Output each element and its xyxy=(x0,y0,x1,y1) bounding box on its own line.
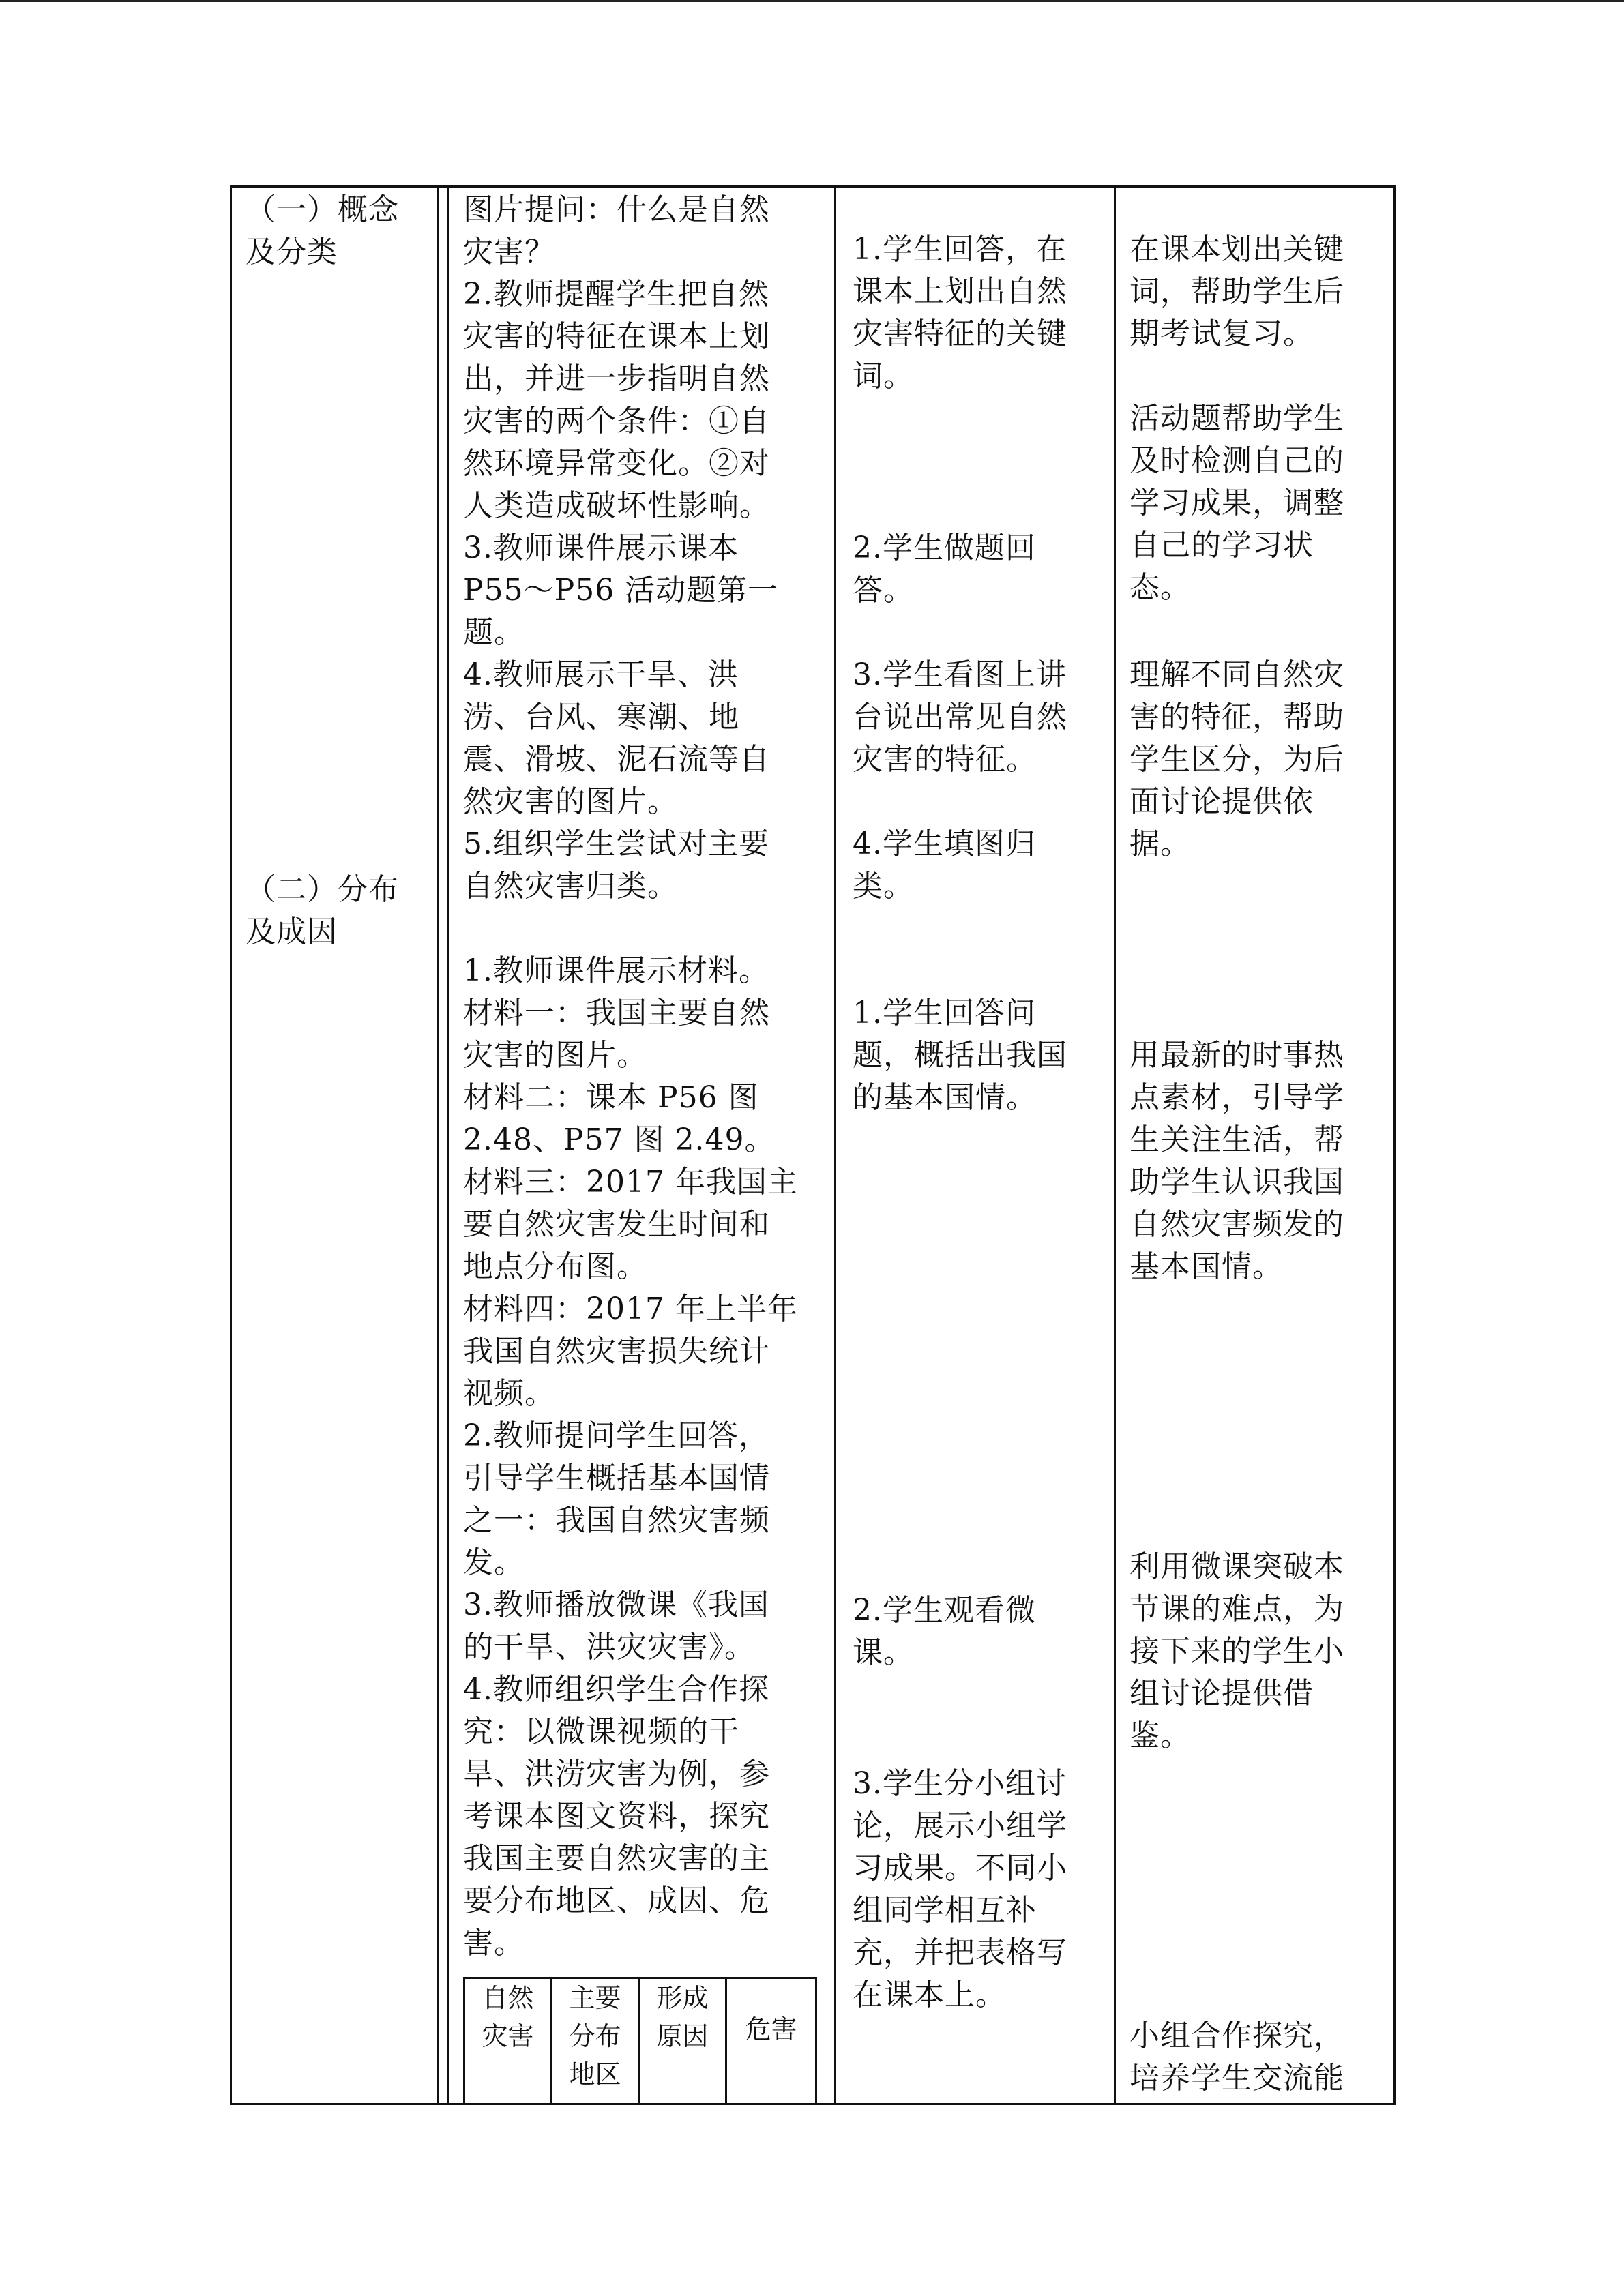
purpose-2: 活动题帮助学生 及时检测自己的 学习成果，调整 自己的学习状 态。 xyxy=(1130,401,1344,605)
header-formation-cause: 形成 原因 xyxy=(639,1978,726,2104)
student-step-2: 2.学生做题回 答。 xyxy=(853,531,1036,608)
purpose-part2-1: 用最新的时事热 点素材，引导学 生关注生活，帮 助学生认识我国 自然灾害频发的 基本国情。 xyxy=(1130,1038,1344,1284)
section-concept-label: （一）概念 及分类 xyxy=(246,192,399,269)
teacher-activity-column xyxy=(449,187,836,2104)
lesson-row xyxy=(231,187,1395,2104)
teacher-part2-step-2: 2.教师提问学生回答， 引导学生概括基本国情 之一：我国自然灾害频 发。 xyxy=(463,1418,770,1580)
student-part2-step-1: 1.学生回答问 题，概括出我国 的基本国情。 xyxy=(853,996,1067,1115)
teacher-intro-question: 图片提问：什么是自然 灾害？ xyxy=(463,192,770,269)
teacher-step-4: 4.教师展示干旱、洪 涝、台风、寒潮、地 震、滑坡、泥石流等自 然灾害的图片。 xyxy=(463,657,770,819)
teacher-step-5: 5.组织学生尝试对主要 自然灾害归类。 xyxy=(463,826,769,904)
design-purpose-column xyxy=(1115,187,1395,2104)
spacer-column xyxy=(439,187,449,2104)
section-distribution-label: （二）分布 及成因 xyxy=(246,872,399,949)
student-part2-step-3: 3.学生分小组讨 论，展示小组学 习成果。不同小 组同学相互补 充，并把表格写 在课本上。 xyxy=(853,1766,1067,2012)
teacher-step-2: 2.教师提醒学生把自然 灾害的特征在课本上划 出，并进一步指明自然 灾害的两个条件：①自 然环境异常变化。②对 人类造成破坏性影响。 xyxy=(463,277,770,523)
purpose-1: 在课本划出关键 词，帮助学生后 期考试复习。 xyxy=(1130,232,1344,351)
header-natural-disaster: 自然 灾害 xyxy=(464,1978,552,2104)
purpose-3: 理解不同自然灾 害的特征，帮助 学生区分，为后 面讨论提供依 据。 xyxy=(1130,657,1344,861)
purpose-part2-2: 利用微课突破本 节课的难点，为 接下来的学生小 组讨论提供借 鉴。 xyxy=(1130,1549,1344,1753)
page-top-edge xyxy=(0,0,1624,2)
student-step-1: 1.学生回答，在 课本上划出自然 灾害特征的关键 词。 xyxy=(853,232,1067,393)
student-part2-step-2: 2.学生观看微 课。 xyxy=(853,1593,1036,1670)
teacher-part2-step-3: 3.教师播放微课《我国 的干旱、洪灾灾害》。 xyxy=(463,1587,769,1665)
student-activity-column xyxy=(836,187,1115,2104)
disaster-analysis-table xyxy=(463,1977,817,2105)
teacher-step-3: 3.教师课件展示课本 P55～P56 活动题第一 题。 xyxy=(463,531,779,650)
student-step-3: 3.学生看图上讲 台说出常见自然 灾害的特征。 xyxy=(853,657,1067,777)
student-step-4: 4.学生填图归 类。 xyxy=(853,826,1036,904)
header-main-distribution: 主要 分布 地区 xyxy=(552,1978,639,2104)
teacher-part2-step-4: 4.教师组织学生合作探 究：以微课视频的干 旱、洪涝灾害为例，参 考课本图文资料，探究 我国主要自然灾害的主 要分布地区、成因、危 害。 xyxy=(463,1672,770,1960)
teacher-part2-step-1: 1.教师课件展示材料。 材料一：我国主要自然 灾害的图片。 材料二：课本 P56 图 2.48、P57 图 2.49。 材料三：2017 年我国主 要自然灾害发生时间和 地点分布图。 材料四：2017 年上半年 我国自然灾害损失统计 视频。 xyxy=(463,953,798,1411)
header-harm: 危害 xyxy=(726,1978,816,2104)
purpose-part2-3: 小组合作探究， 培养学生交流能 xyxy=(1130,2018,1344,2096)
lesson-plan-table xyxy=(230,185,1396,2105)
disaster-table-header-row xyxy=(464,1978,816,2104)
section-column xyxy=(231,187,439,2104)
